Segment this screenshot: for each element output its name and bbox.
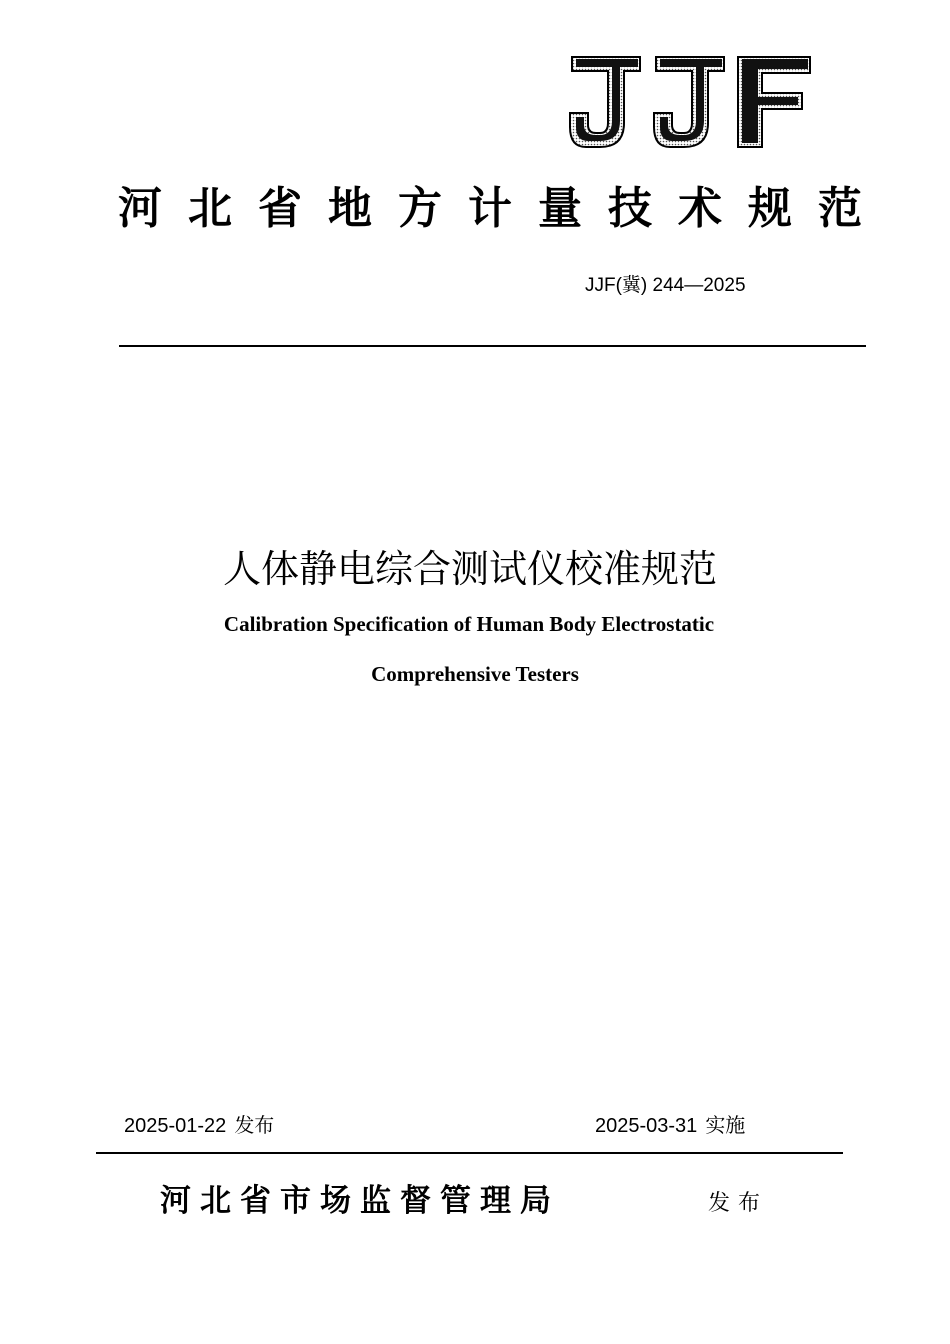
publish-action: 发布 bbox=[708, 1191, 769, 1216]
document-code: JJF(冀) 244—2025 bbox=[585, 275, 746, 296]
effective-date: 2025-03-31 bbox=[595, 1115, 698, 1137]
effective-label: 实施 bbox=[705, 1113, 746, 1137]
bottom-divider bbox=[96, 1152, 843, 1154]
document-title-cn: 人体静电综合测试仪校准规范 bbox=[222, 547, 717, 591]
top-divider bbox=[119, 345, 866, 347]
issue-label: 发布 bbox=[234, 1113, 275, 1137]
issue-date: 2025-01-22 bbox=[124, 1115, 227, 1137]
issue-date-block bbox=[124, 1109, 274, 1138]
publisher: 河北省市场监督管理局 bbox=[160, 1183, 560, 1219]
effective-date-block bbox=[595, 1109, 745, 1138]
document-title-en-line1: Calibration Specification of Human Body Electrostatic bbox=[223, 612, 715, 636]
document-title-en-line2: Comprehensive Testers bbox=[371, 662, 579, 686]
jjf-logo-icon bbox=[566, 53, 812, 153]
series-title: 河北省地方计量技术规范 bbox=[118, 183, 888, 234]
